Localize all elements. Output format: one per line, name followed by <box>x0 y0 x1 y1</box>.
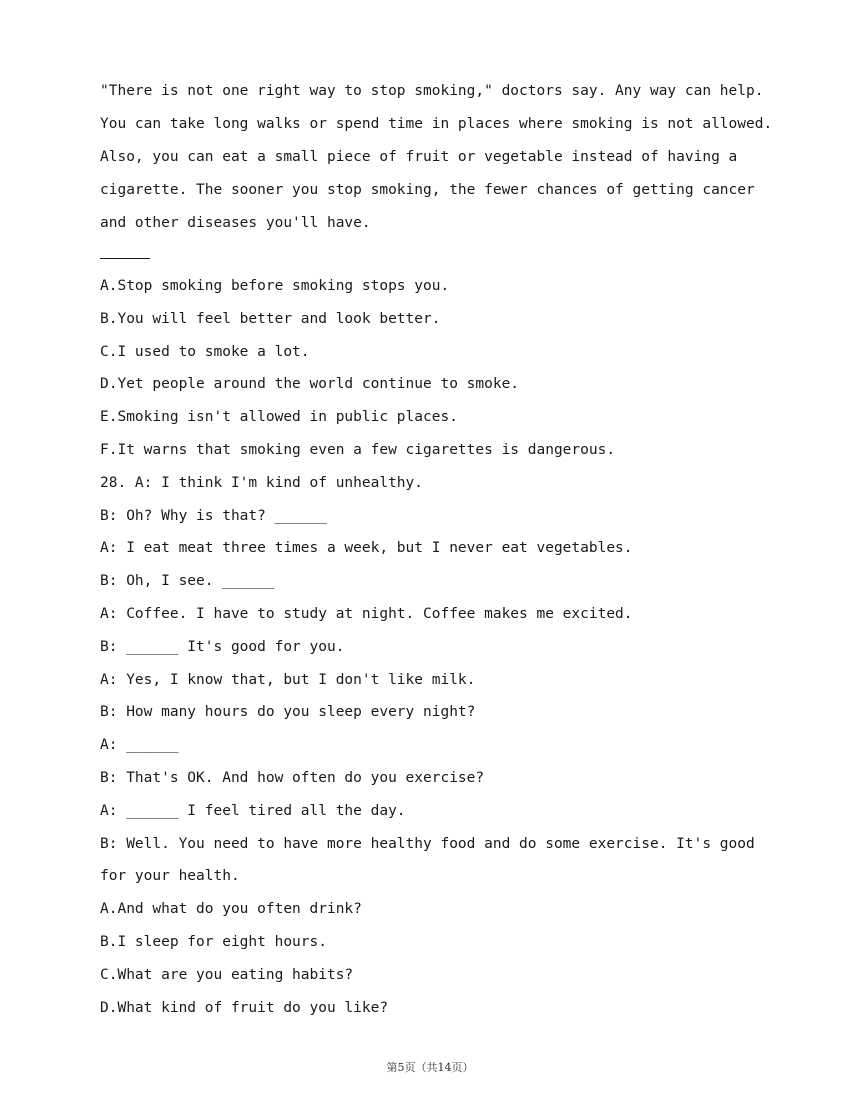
dialogue-line: B: That's OK. And how often do you exercise? <box>100 769 485 786</box>
dialogue-line: 28. A: I think I'm kind of unhealthy. <box>100 474 424 491</box>
option-item: F.It warns that smoking even a few cigarettes is dangerous. <box>100 441 616 458</box>
option-item: B.I sleep for eight hours. <box>100 933 327 950</box>
option-item: D.Yet people around the world continue to smoke. <box>100 376 520 393</box>
option-item: E.Smoking isn't allowed in public places. <box>100 409 458 426</box>
dialogue-line: A: ______ I feel tired all the day. <box>100 802 406 819</box>
dialogue-line: B: Well. You need to have more healthy food and do some exercise. It's good <box>100 835 755 852</box>
passage-line: You can take long walks or spend time in places where smoking is not allowed. <box>100 116 773 132</box>
options-list-27 <box>100 276 780 473</box>
dialogue-line: B: How many hours do you sleep every night? <box>100 704 476 721</box>
dialogue-line: for your health. <box>100 868 240 885</box>
page-footer: 第5页（共14页） <box>386 1061 474 1074</box>
option-item: C.I used to smoke a lot. <box>100 343 310 360</box>
option-item: D.What kind of fruit do you like? <box>100 999 389 1016</box>
passage-line: "There is not one right way to stop smoking," doctors say. Any way can help. <box>100 83 764 99</box>
dialogue-line: B: Oh, I see. ______ <box>100 573 275 590</box>
options-list-28 <box>100 899 780 1030</box>
page-content <box>100 78 780 1030</box>
passage-line: cigarette. The sooner you stop smoking, the fewer chances of getting cancer <box>100 182 755 198</box>
option-item: B.You will feel better and look better. <box>100 310 441 327</box>
passage-line: and other diseases you'll have. <box>100 215 371 231</box>
dialogue-line: A: ______ <box>100 737 179 754</box>
blank-underline <box>100 258 150 259</box>
dialogue-28 <box>100 473 780 899</box>
option-item: A.Stop smoking before smoking stops you. <box>100 278 450 294</box>
option-item: C.What are you eating habits? <box>100 966 354 983</box>
dialogue-line: A: Yes, I know that, but I don't like milk. <box>100 671 476 688</box>
dialogue-line: A: Coffee. I have to study at night. Coffee makes me excited. <box>100 605 633 622</box>
dialogue-line: A: I eat meat three times a week, but I never eat vegetables. <box>100 540 633 557</box>
option-item: A.And what do you often drink? <box>100 901 362 918</box>
reading-passage <box>100 78 780 243</box>
answer-blank <box>100 243 780 276</box>
dialogue-line: B: Oh? Why is that? ______ <box>100 507 327 524</box>
passage-line: Also, you can eat a small piece of fruit or vegetable instead of having a <box>100 149 738 165</box>
dialogue-line: B: ______ It's good for you. <box>100 638 345 655</box>
